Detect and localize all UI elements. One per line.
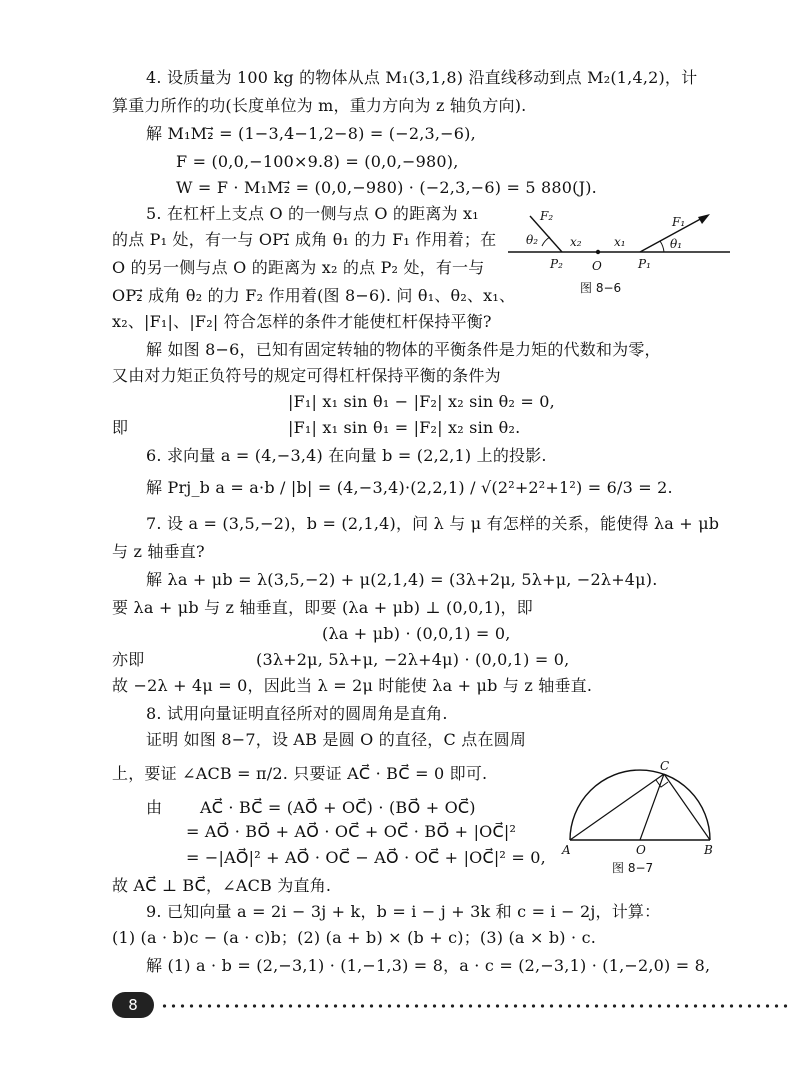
label-f2: F₂ xyxy=(540,209,554,223)
label-a: A xyxy=(562,843,571,857)
text-line: 5. 在杠杆上支点 O 的一侧与点 O 的距离为 x₁ xyxy=(146,204,479,223)
equation: = AO⃗ · BO⃗ + AO⃗ · OC⃗ + OC⃗ · BO⃗ + |OC⃗|² xyxy=(186,822,517,841)
fulcrum-point xyxy=(596,250,600,254)
text-line: 又由对力矩正负符号的规定可得杠杆保持平衡的条件为 xyxy=(112,366,501,385)
equation: (λa + μb) · (0,0,1) = 0, xyxy=(322,624,511,643)
label-p2: P₂ xyxy=(550,257,563,271)
text-line: 算重力所作的功(长度单位为 m，重力方向为 z 轴负方向). xyxy=(112,96,527,115)
text-line: 由 xyxy=(146,798,163,817)
footer-dotted-rule xyxy=(160,1004,790,1008)
text-line: 8. 试用向量证明直径所对的圆周角是直角. xyxy=(146,704,448,723)
text-line: OP₂⃗ 成角 θ₂ 的力 F₂ 作用着(图 8−6). 问 θ₁、θ₂、x₁、 xyxy=(112,286,516,305)
force-f1-arrowhead xyxy=(698,214,710,224)
figure-caption: 图 8−6 xyxy=(580,281,622,295)
label-theta1: θ₁ xyxy=(670,237,683,251)
text-line: 与 z 轴垂直? xyxy=(112,542,205,561)
text-line: 故 AC⃗ ⊥ BC⃗，∠ACB 为直角. xyxy=(112,876,332,895)
label-p1: P₁ xyxy=(638,257,651,271)
text-line: 6. 求向量 a = (4,−3,4) 在向量 b = (2,2,1) 上的投影. xyxy=(146,446,547,465)
figure-8-7 xyxy=(560,750,720,880)
text-line: 4. 设质量为 100 kg 的物体从点 M₁(3,1,8) 沿直线移动到点 M₂(1,4,2)，计 xyxy=(146,68,698,87)
page-number: 8 xyxy=(112,992,154,1018)
text-line: 证明 如图 8−7，设 AB 是圆 O 的直径，C 点在圆周 xyxy=(146,730,527,749)
text-line: O 的另一侧与点 O 的距离为 x₂ 的点 P₂ 处，有一与 xyxy=(112,258,485,277)
label-b: B xyxy=(704,843,713,857)
text-line: 9. 已知向量 a = 2i − 3j + k，b = i − j + 3k 和 c = i − 2j，计算： xyxy=(146,902,661,921)
equation: = −|AO⃗|² + AO⃗ · OC⃗ − AO⃗ · OC⃗ + |OC⃗|² = 0, xyxy=(186,848,546,867)
text-line: 的点 P₁ 处，有一与 OP₁⃗ 成角 θ₁ 的力 F₁ 作用着；在 xyxy=(112,230,497,249)
label-f1: F₁ xyxy=(672,215,686,229)
chord-bc xyxy=(664,774,710,840)
text-line: 解 如图 8−6，已知有固定转轴的物体的平衡条件是力矩的代数和为零， xyxy=(146,340,661,359)
label-x1: x₁ xyxy=(614,235,626,249)
label-o: O xyxy=(592,259,602,273)
text-line: W = F · M₁M₂⃗ = (0,0,−980) · (−2,3,−6) = 5 880(J). xyxy=(176,178,597,197)
text-line: 即 xyxy=(112,418,129,437)
equation: 解 Prj_b a = a·b / |b| = (4,−3,4)·(2,2,1) / √(2²+2²+1²) = 6/3 = 2. xyxy=(146,478,673,497)
radius-oc xyxy=(640,774,664,840)
label-theta2: θ₂ xyxy=(526,233,539,247)
text-line: 解 λa + μb = λ(3,5,−2) + μ(2,1,4) = (3λ+2μ, 5λ+μ, −2λ+4μ). xyxy=(146,570,658,589)
text-line: 要 λa + μb 与 z 轴垂直，即要 (λa + μb) ⊥ (0,0,1)，即 xyxy=(112,598,533,617)
text-line: 故 −2λ + 4μ = 0，因此当 λ = 2μ 时能使 λa + μb 与 z 轴垂直. xyxy=(112,676,593,695)
text-line: 亦即 xyxy=(112,650,145,669)
angle-theta2-arc xyxy=(542,237,550,246)
text-line: 解 M₁M₂⃗ = (1−3,4−1,2−8) = (−2,3,−6), xyxy=(146,124,476,143)
equation: AC⃗ · BC⃗ = (AO⃗ + OC⃗) · (BO⃗ + OC⃗) xyxy=(200,798,476,817)
text-line: x₂、|F₁|、|F₂| 符合怎样的条件才能使杠杆保持平衡? xyxy=(112,312,492,331)
figure-caption: 图 8−7 xyxy=(612,861,654,875)
text-line: F = (0,0,−100×9.8) = (0,0,−980), xyxy=(176,152,459,171)
equation: (3λ+2μ, 5λ+μ, −2λ+4μ) · (0,0,1) = 0, xyxy=(256,650,570,669)
label-c: C xyxy=(660,759,670,773)
angle-theta1-arc xyxy=(660,241,664,252)
text-line: 上，要证 ∠ACB = π/2. 只要证 AC⃗ · BC⃗ = 0 即可. xyxy=(112,764,488,783)
equation: |F₁| x₁ sin θ₁ − |F₂| x₂ sin θ₂ = 0, xyxy=(288,392,555,411)
semicircle-arc xyxy=(570,770,710,840)
label-o: O xyxy=(636,843,646,857)
equation: |F₁| x₁ sin θ₁ = |F₂| x₂ sin θ₂. xyxy=(288,418,521,437)
label-x2: x₂ xyxy=(570,235,582,249)
figure-8-6 xyxy=(506,206,732,302)
text-line: 解 (1) a · b = (2,−3,1) · (1,−1,3) = 8，a · c = (2,−3,1) · (1,−2,0) = 8, xyxy=(146,956,711,975)
text-line: (1) (a · b)c − (a · c)b；(2) (a + b) × (b + c)；(3) (a × b) · c. xyxy=(112,928,597,947)
chord-ac xyxy=(570,774,664,840)
text-line: 7. 设 a = (3,5,−2)，b = (2,1,4)，问 λ 与 μ 有怎样的关系，能使得 λa + μb xyxy=(146,514,720,533)
